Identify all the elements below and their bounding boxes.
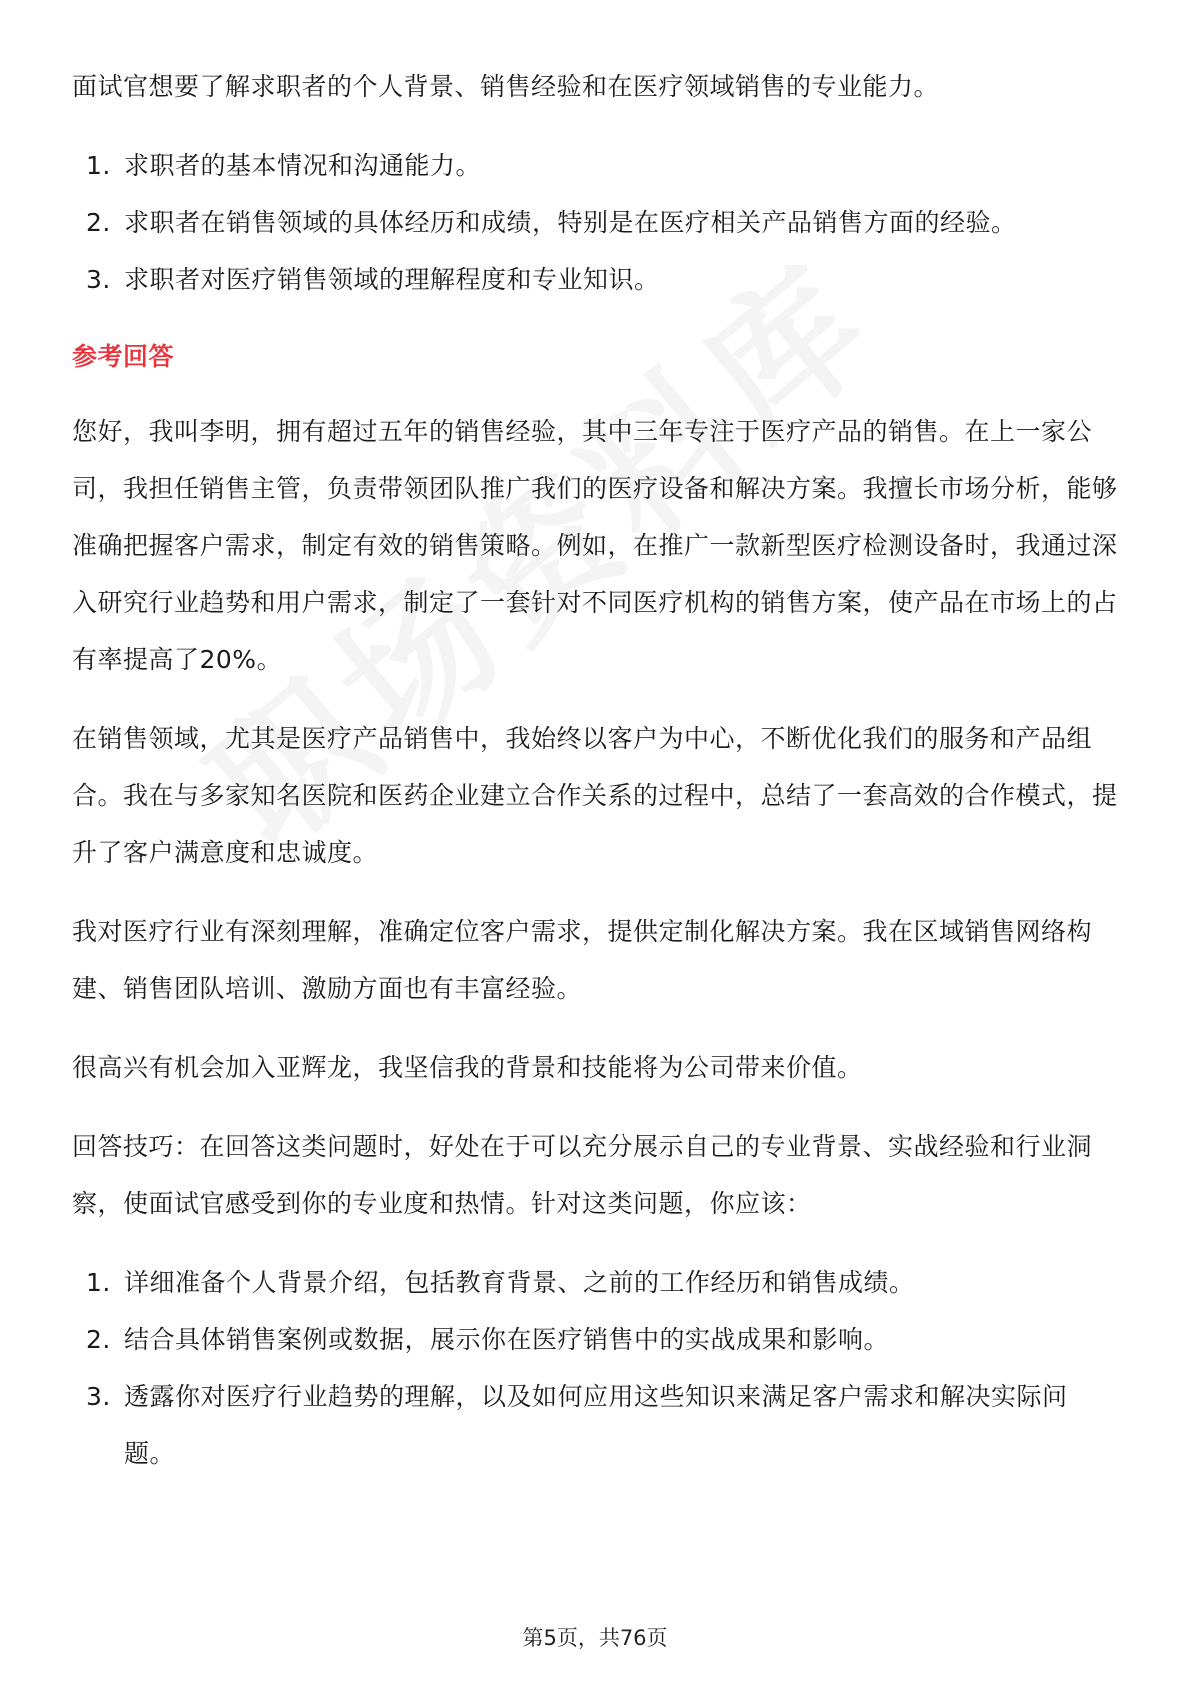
page-footer: 第5页，共76页: [522, 1626, 668, 1650]
section-heading-reference-answer: 参考回答: [72, 342, 175, 371]
list-item: [72, 1368, 1118, 1482]
list-item: [72, 194, 1118, 251]
list-item: [72, 1311, 1118, 1368]
list-number: 2.: [86, 1325, 111, 1354]
answer-paragraph: 我对医疗行业有深刻理解，准确定位客户需求，提供定制化解决方案。我在区域销售网络构建、销售团队培训、激励方面也有丰富经验。: [72, 917, 1093, 1003]
list-item-text: 求职者对医疗销售领域的理解程度和专业知识。: [124, 265, 660, 294]
list-item-text: 求职者的基本情况和沟通能力。: [124, 151, 482, 180]
list-item-text: 结合具体销售案例或数据，展示你在医疗销售中的实战成果和影响。: [124, 1325, 890, 1354]
list-item: [72, 137, 1118, 194]
intro-paragraph: 面试官想要了解求职者的个人背景、销售经验和在医疗领域销售的专业能力。: [72, 72, 940, 101]
intro-list: [72, 137, 1118, 308]
document-page: [72, 58, 1118, 1502]
list-number: 3.: [86, 1382, 111, 1411]
list-number: 2.: [86, 208, 111, 237]
answer-paragraph: 很高兴有机会加入亚辉龙，我坚信我的背景和技能将为公司带来价值。: [72, 1053, 863, 1082]
list-item: [72, 251, 1118, 308]
list-item: [72, 1254, 1118, 1311]
list-number: 1.: [86, 151, 111, 180]
answer-paragraph: 在销售领域，尤其是医疗产品销售中，我始终以客户为中心，不断优化我们的服务和产品组合。我在与多家知名医院和医药企业建立合作关系的过程中，总结了一套高效的合作模式，提升了客户满意度和忠诚度。: [72, 724, 1118, 867]
list-item-text: 透露你对医疗行业趋势的理解，以及如何应用这些知识来满足客户需求和解决实际问题。: [124, 1382, 1068, 1468]
list-number: 3.: [86, 265, 111, 294]
list-item-text: 求职者在销售领域的具体经历和成绩，特别是在医疗相关产品销售方面的经验。: [124, 208, 1017, 237]
tips-paragraph: 回答技巧：在回答这类问题时，好处在于可以充分展示自己的专业背景、实战经验和行业洞察，使面试官感受到你的专业度和热情。针对这类问题，你应该：: [72, 1132, 1093, 1218]
tips-list: [72, 1254, 1118, 1482]
answer-paragraph: 您好，我叫李明，拥有超过五年的销售经验，其中三年专注于医疗产品的销售。在上一家公司，我担任销售主管，负责带领团队推广我们的医疗设备和解决方案。我擅长市场分析，能够准确把握客户需求，制定有效的销售策略。例如，在推广一款新型医疗检测设备时，我通过深入研究行业趋势和用户需求，制定了一套针对不同医疗机构的销售方案，使产品在市场上的占有率提高了20%。: [72, 417, 1118, 674]
list-item-text: 详细准备个人背景介绍，包括教育背景、之前的工作经历和销售成绩。: [124, 1268, 915, 1297]
list-number: 1.: [86, 1268, 111, 1297]
